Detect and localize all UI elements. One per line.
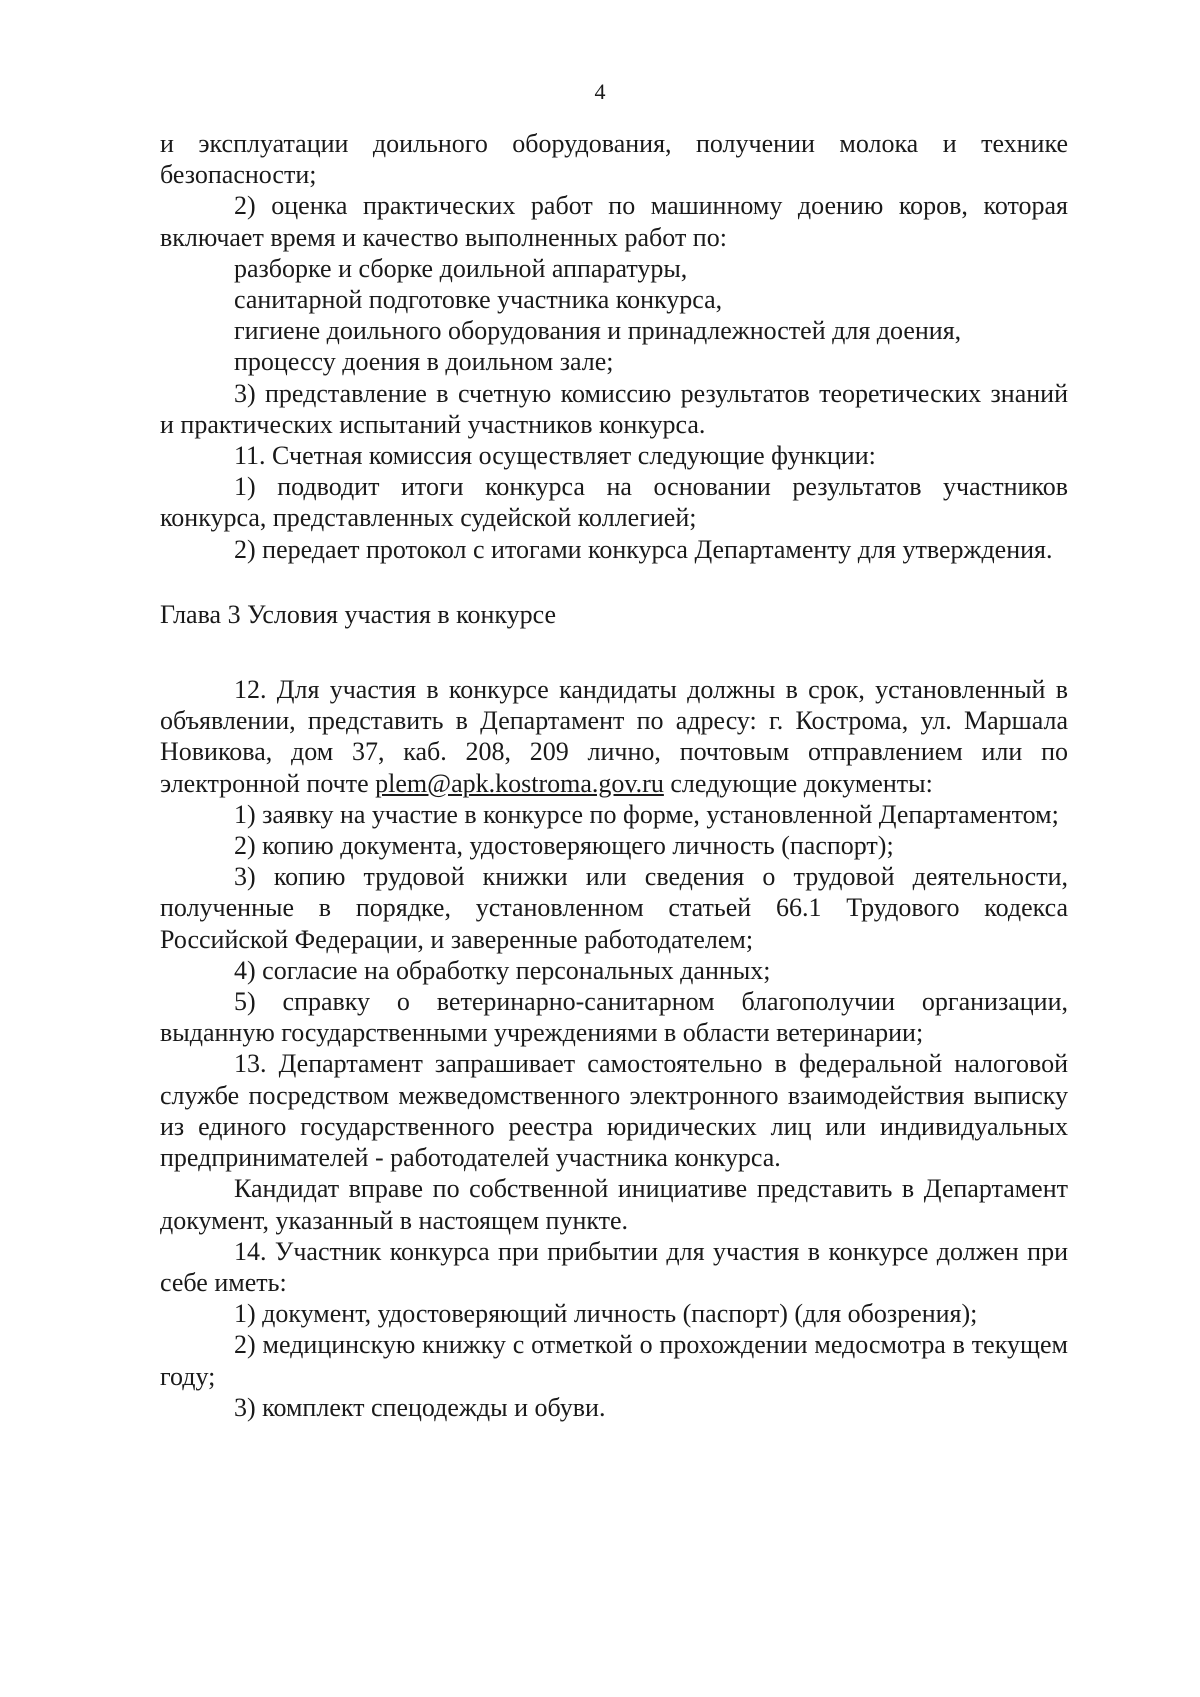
paragraph-continuation: и эксплуатации доильного оборудования, получении молока и технике безопасности; <box>160 129 1068 190</box>
paragraph: Кандидат вправе по собственной инициативе представить в Департамент документ, указанный в настоящем пункте. <box>160 1174 1068 1235</box>
list-item: 2) копию документа, удостоверяющего личность (паспорт); <box>234 831 894 861</box>
list-item: гигиене доильного оборудования и принадлежностей для доения, <box>234 316 962 346</box>
clause-12 <box>160 674 1068 799</box>
list-item: 1) подводит итоги конкурса на основании результатов участников конкурса, представленных судейской коллегией; <box>160 472 1068 533</box>
list-item: 3) копию трудовой книжки или сведения о трудовой деятельности, полученные в порядке, установленном статьей 66.1 Трудового кодекса Российской Федерации, и заверенные работодателем; <box>160 862 1068 954</box>
chapter-heading: Глава 3 Условия участия в конкурсе <box>160 599 557 629</box>
clause-13: 13. Департамент запрашивает самостоятельно в федеральной налоговой службе посредством межведомственного электронного взаимодействия выписку из единого государственного реестра юридических лиц или индивидуальных предпринимателей - работодателей участника конкурса. <box>160 1049 1068 1173</box>
list-item: 2) оценка практических работ по машинному доению коров, которая включает время и качество выполненных работ по: <box>160 191 1068 252</box>
list-item: процессу доения в доильном зале; <box>234 347 614 377</box>
page-number: 4 <box>594 79 606 104</box>
list-item: 4) согласие на обработку персональных данных; <box>234 955 771 985</box>
list-item: 1) документ, удостоверяющий личность (паспорт) (для обозрения); <box>234 1299 978 1329</box>
list-item: 3) представление в счетную комиссию результатов теоретических знаний и практических испытаний участников конкурса. <box>160 378 1068 439</box>
list-item: 2) передает протокол с итогами конкурса Департаменту для утверждения. <box>234 534 1053 564</box>
list-item: 1) заявку на участие в конкурсе по форме, установленной Департаментом; <box>234 799 1059 829</box>
clause-12-text-end: следующие документы: <box>663 768 933 798</box>
clause-14: 14. Участник конкурса при прибытии для участия в конкурсе должен при себе иметь: <box>160 1236 1068 1297</box>
email-link[interactable]: plem@apk.kostroma.gov.ru <box>375 768 664 798</box>
clause-12-text: 12. Для участия в конкурсе кандидаты должны в срок, установленный в объявлении, представить в Департамент по адресу: г. Кострома, ул. Маршала Новикова, дом 37, каб. 208, 209 лично, почтовым отправлением или по электронной почте <box>160 675 1068 798</box>
list-item: 2) медицинскую книжку с отметкой о прохождении медосмотра в текущем году; <box>160 1330 1068 1391</box>
document-body <box>160 128 1068 1423</box>
list-item: разборке и сборке доильной аппаратуры, <box>234 253 688 283</box>
clause-11: 11. Счетная комиссия осуществляет следующие функции: <box>234 441 876 471</box>
list-item: 3) комплект спецодежды и обуви. <box>234 1392 606 1422</box>
list-item: 5) справку о ветеринарно-санитарном благополучии организации, выданную государственными учреждениями в области ветеринарии; <box>160 987 1068 1048</box>
list-item: санитарной подготовке участника конкурса, <box>234 285 723 315</box>
